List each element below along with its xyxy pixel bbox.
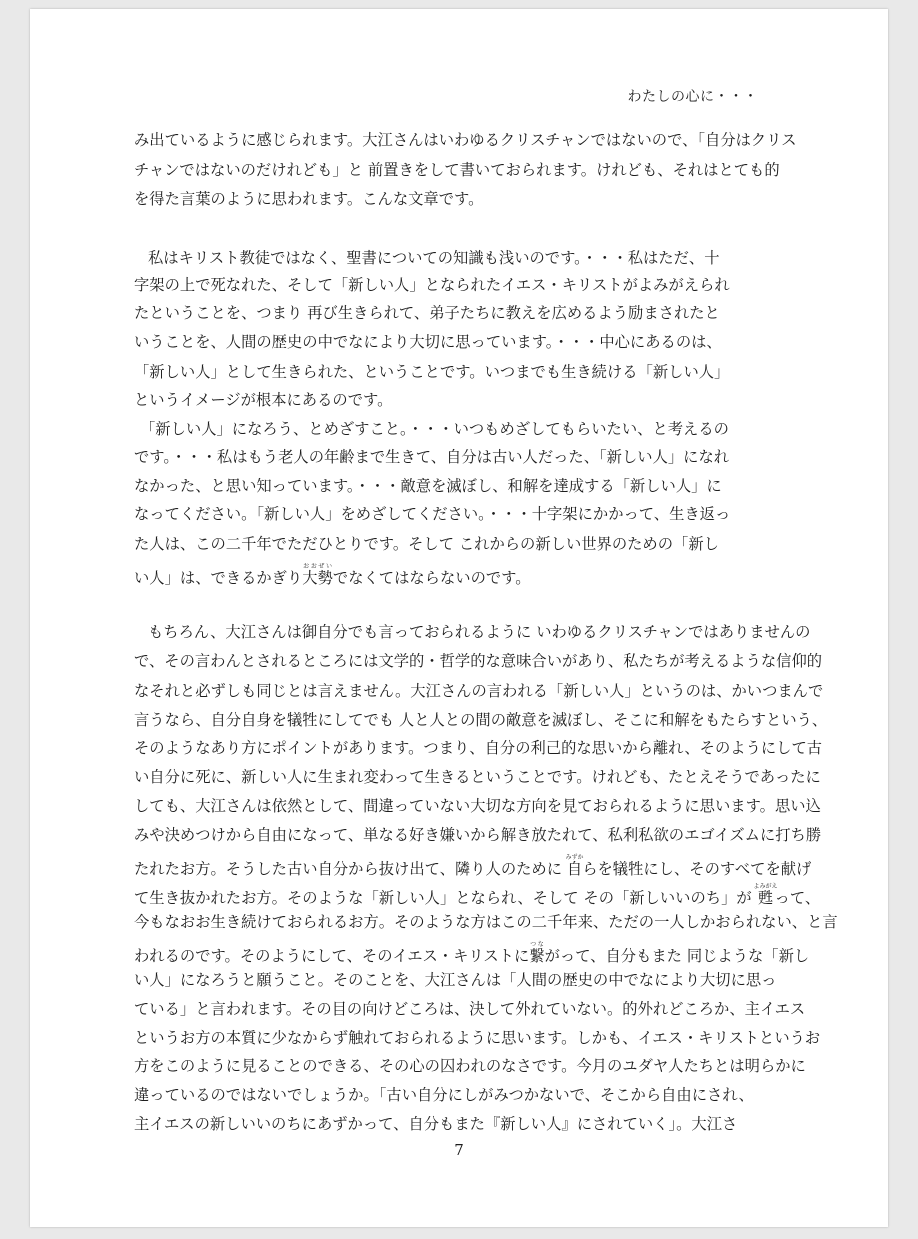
ruby-annotation: 大勢おおぜい xyxy=(302,563,333,587)
quote-line: 「新しい人」になろう、とめざすこと。・・・いつもめざしてもらいたい、と考えるの xyxy=(140,420,729,438)
text-line: 方をこのように見ることのできる、その心の囚われのなさです。今月のユダヤ人たちとは明らかに xyxy=(134,1057,806,1075)
ruby-annotation: 甦よみがえ xyxy=(753,883,778,907)
text-line: みや決めつけから自由になって、単なる好き嫌いから解き放たれて、私利私欲のエゴイズムに打ち勝 xyxy=(134,826,822,844)
quote-line: たということを、つまり 再び生きられて、弟子たちに教えを広めるよう励まされたと xyxy=(134,304,720,322)
text-line: を得た言葉のように思われます。こんな文章です。 xyxy=(134,190,484,208)
quote-line: というイメージが根本にあるのです。 xyxy=(134,391,393,409)
text-line: われるのです。そのようにして、そのイエス・キリストに繋つながって、自分もまた 同じような「新し xyxy=(134,941,810,965)
quote-line: 字架の上で死なれた、そして「新しい人」となられたイエス・キリストがよみがえられ xyxy=(134,276,730,294)
text-line: い自分に死に、新しい人に生まれ変わって生きるということです。けれども、たとえそうであったに xyxy=(134,768,821,786)
text-line: て生き抜かれたお方。そのような「新しい人」となられ、そして その「新しいいのち」が 甦よみがえって、 xyxy=(134,883,821,907)
text-line: み出ているように感じられます。大江さんはいわゆるクリスチャンではないので、「自分はクリス xyxy=(134,131,797,149)
text-line: というお方の本質に少なからず触れておられるように思います。しかも、イエス・キリストというお xyxy=(134,1029,821,1047)
text-line: で、その言わんとされるところには文学的・哲学的な意味合いがあり、私たちが考えるような信仰的 xyxy=(134,652,823,670)
quote-line: い人」は、できるかぎり大勢おおぜいでなくてはならないのです。 xyxy=(134,563,531,587)
quote-line: 「新しい人」として生きられた、ということです。いつまでも生き続ける「新しい人」 xyxy=(134,363,730,381)
quote-line: た人は、この二千年でただひとりです。そして これからの新しい世界のための「新し xyxy=(134,535,719,553)
text-line: い人」になろうと願うこと。そのことを、大江さんは「人間の歴史の中でなにより大切に思っ xyxy=(134,971,777,989)
quote-line: なかった、と思い知っています。・・・敵意を滅ぼし、和解を達成する「新しい人」に xyxy=(134,477,722,495)
page-number: 7 xyxy=(454,1141,464,1159)
ruby-annotation: 自みずか xyxy=(565,854,584,878)
quote-line: いうことを、人間の歴史の中でなにより大切に思っています。・・・中心にあるのは、 xyxy=(134,333,722,351)
text-line: しても、大江さんは依然として、間違っていない大切な方向を見ておられるように思います。思い込 xyxy=(134,797,821,815)
quote-line: なってください。「新しい人」をめざしてください。・・・十字架にかかって、生き返っ xyxy=(134,505,731,523)
running-header: わたしの心に・・・ xyxy=(627,89,758,105)
quote-line: 私はキリスト教徒ではなく、聖書についての知識も浅いのです。・・・私はただ、十 xyxy=(148,249,720,267)
text-line: 今もなおお生き続けておられるお方。そのような方はこの二千年来、ただの一人しかおられない、と言 xyxy=(134,913,838,931)
text-line: 主イエスの新しいいのちにあずかって、自分もまた『新しい人』にされていく」。大江さ xyxy=(134,1115,738,1133)
text-line: チャンではないのだけれども」と 前置きをして書いておられます。けれども、それはとても的 xyxy=(134,161,780,179)
text-line: ている」と言われます。その目の向けどころは、決して外れていない。的外れどころか、主イエス xyxy=(134,1000,806,1018)
text-line: そのようなあり方にポイントがあります。つまり、自分の利己的な思いから離れ、そのようにして古 xyxy=(134,739,823,757)
text-line: 違っているのではないでしょうか。「古い自分にしがみつかないで、そこから自由にされ、 xyxy=(134,1086,754,1104)
text-line: なそれと必ずしも同じとは言えません。大江さんの言われる「新しい人」というのは、かいつまんで xyxy=(134,682,824,700)
document-page xyxy=(30,9,888,1227)
text-line: 言うなら、自分自身を犠牲にしてでも 人と人との間の敵意を滅ぼし、そこに和解をもたらすという、 xyxy=(134,711,828,729)
text-line: もちろん、大江さんは御自分でも言っておられるように いわゆるクリスチャンではありませんの xyxy=(148,623,811,641)
text-line: たれたお方。そうした古い自分から抜け出て、隣り人のために 自みずからを犠牲にし、そのすべてを献げ xyxy=(134,854,812,878)
quote-line: です。・・・私はもう老人の年齢まで生きて、自分は古い人だった、「新しい人」になれ xyxy=(134,448,730,466)
ruby-annotation: 繋つな xyxy=(529,941,545,965)
